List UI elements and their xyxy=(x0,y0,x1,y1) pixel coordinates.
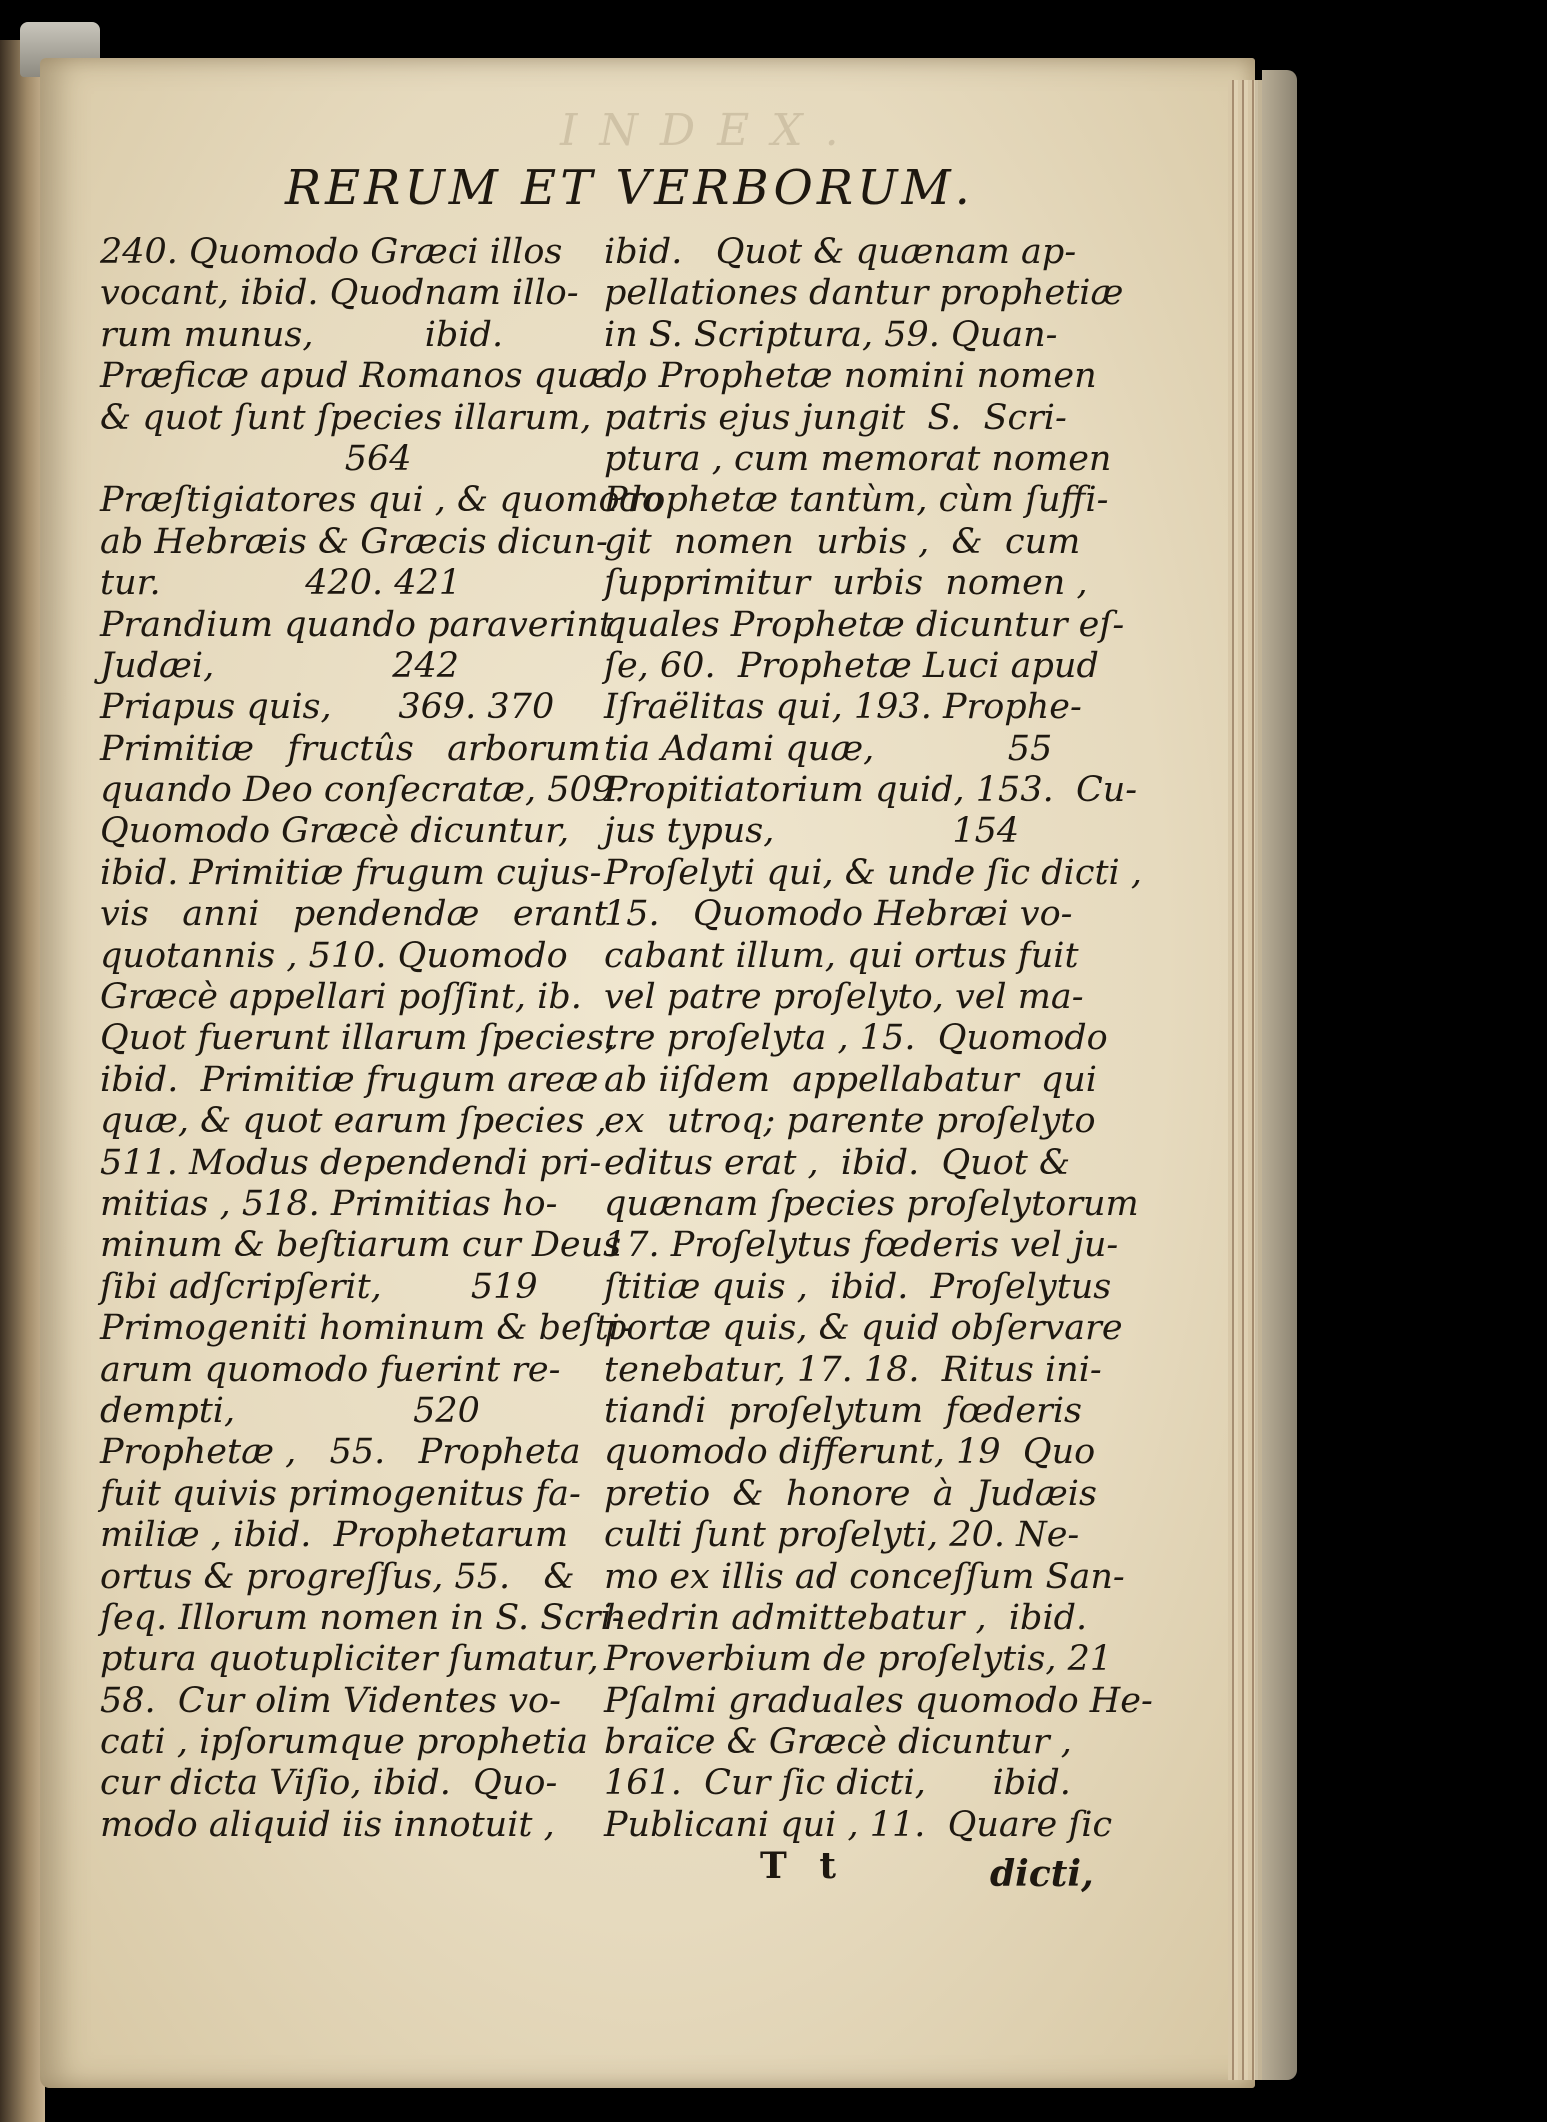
index-line: Prandium quando paraverint xyxy=(100,604,613,645)
index-line: 17. Proſelytus fœderis vel ju- xyxy=(604,1225,1119,1266)
index-line: rum munus, ibid. xyxy=(100,314,504,355)
index-line: editus erat , ibid. Quot & xyxy=(604,1142,1071,1183)
index-line: Priapus quis, 369. 370 xyxy=(100,687,555,728)
index-line: ſeq. Illorum nomen in S. Scri- xyxy=(100,1597,624,1638)
index-line: & quot ſunt ſpecies illarum, xyxy=(100,397,592,438)
index-line: braïce & Græcè dicuntur , xyxy=(604,1722,1072,1763)
index-line: Prophetæ tantùm, cùm ſuffi- xyxy=(604,480,1109,521)
index-line: jus typus, 154 xyxy=(604,811,1020,852)
index-line: quando Deo conſecratæ, 509. xyxy=(100,770,626,811)
index-line: tur. 420. 421 xyxy=(100,563,462,604)
index-line: patris ejus jungit S. Scri- xyxy=(604,397,1067,438)
index-line: Græcè appellari poſſint, ib. xyxy=(100,977,582,1018)
index-line: Iſraëlitas qui, 193. Prophe- xyxy=(604,687,1082,728)
index-line: modo aliquid iis innotuit , xyxy=(100,1804,555,1845)
index-line: miliæ , ibid. Prophetarum xyxy=(100,1515,569,1556)
index-line: fuit quivis primogenitus fa- xyxy=(100,1473,581,1514)
index-line: mitias , 518. Primitias ho- xyxy=(100,1183,558,1224)
index-line: ab iiſdem appellabatur qui xyxy=(604,1059,1097,1100)
index-line: dempti, 520 xyxy=(100,1390,480,1431)
index-line: 161. Cur ſic dicti, ibid. xyxy=(604,1763,1071,1804)
index-line: quotannis , 510. Quomodo xyxy=(100,935,568,976)
index-line: Præficæ apud Romanos quæ , xyxy=(100,356,634,397)
index-line: quales Prophetæ dicuntur eſ- xyxy=(604,604,1125,645)
index-line: ſtitiæ quis , ibid. Proſelytus xyxy=(604,1266,1112,1307)
index-line: 511. Modus dependendi pri- xyxy=(100,1142,602,1183)
index-line: tenebatur, 17. 18. Ritus ini- xyxy=(604,1349,1102,1390)
running-head: RERUM ET VERBORUM. xyxy=(285,160,974,216)
index-line: Publicani qui , 11. Quare ſic xyxy=(604,1804,1113,1845)
index-column-right xyxy=(604,232,1153,1846)
index-line: quænam ſpecies proſelytorum xyxy=(604,1183,1139,1224)
catchword: dicti, xyxy=(990,1853,1094,1895)
index-line: ibid. Quot & quænam ap- xyxy=(604,232,1077,272)
index-line: ſupprimitur urbis nomen , xyxy=(604,563,1088,604)
index-line: tia Adami quæ, 55 xyxy=(604,728,1053,769)
index-line: mo ex illis ad conceſſum San- xyxy=(604,1556,1125,1597)
signature-mark: T t xyxy=(760,1845,846,1887)
index-line: Quot fuerunt illarum ſpecies, xyxy=(100,1018,616,1059)
index-line: Judæi, 242 xyxy=(100,645,460,686)
index-line: ibid. Primitiæ frugum cujus- xyxy=(100,852,602,893)
index-line: Propitiatorium quid, 153. Cu- xyxy=(604,770,1138,811)
index-line: vocant, ibid. Quodnam illo- xyxy=(100,273,579,314)
index-line: vel patre proſelyto, vel ma- xyxy=(604,977,1084,1018)
index-line: Proſelyti qui, & unde ſic dicti , xyxy=(604,852,1142,893)
index-line: 240. Quomodo Græci illos xyxy=(100,232,563,272)
index-line: arum quomodo fuerint re- xyxy=(100,1349,561,1390)
index-line: quomodo differunt, 19 Quo xyxy=(604,1432,1096,1473)
index-line: 58. Cur olim Videntes vo- xyxy=(100,1680,561,1721)
index-line: ibid. Primitiæ frugum areæ xyxy=(100,1059,599,1100)
index-line: Præſtigiatores qui , & quomodo xyxy=(100,480,664,521)
bleed-through-heading: INDEX. xyxy=(560,105,861,156)
index-line: portæ quis, & quid obſervare xyxy=(604,1308,1123,1349)
index-line: Proverbium de proſelytis, 21 xyxy=(604,1639,1113,1680)
index-line: ab Hebræis & Græcis dicun- xyxy=(100,521,608,562)
index-line: Quomodo Græcè dicuntur, xyxy=(100,811,570,852)
index-line: ſe, 60. Prophetæ Luci apud xyxy=(604,645,1099,686)
index-line: in S. Scriptura, 59. Quan- xyxy=(604,314,1058,355)
index-line: Primogeniti hominum & beſti- xyxy=(100,1308,632,1349)
index-line: tiandi proſelytum fœderis xyxy=(604,1390,1082,1431)
index-line: cur dicta Viſio, ibid. Quo- xyxy=(100,1763,558,1804)
index-line: tre proſelyta , 15. Quomodo xyxy=(604,1018,1108,1059)
facing-page-edge xyxy=(0,40,45,2122)
index-line: minum & beſtiarum cur Deus xyxy=(100,1225,622,1266)
index-line: Primitiæ fructûs arborum xyxy=(100,728,601,769)
index-line: cabant illum, qui ortus fuit xyxy=(604,935,1079,976)
index-line: ptura , cum memorat nomen xyxy=(604,438,1112,479)
index-line: culti ſunt proſelyti, 20. Ne- xyxy=(604,1515,1080,1556)
index-line: pretio & honore à Judæis xyxy=(604,1473,1097,1514)
index-line: Pſalmi graduales quomodo He- xyxy=(604,1680,1153,1721)
index-line: Prophetæ , 55. Propheta xyxy=(100,1432,581,1473)
index-line: quæ, & quot earum ſpecies , xyxy=(100,1101,607,1142)
index-line: 564 xyxy=(100,438,412,479)
index-line: cati , ipſorumque prophetia xyxy=(100,1722,588,1763)
index-line: do Prophetæ nomini nomen xyxy=(604,356,1097,397)
vellum-cover xyxy=(1262,70,1297,2080)
index-column-left xyxy=(100,232,664,1846)
index-line: ſibi adſcripſerit, 519 xyxy=(100,1266,538,1307)
index-line: ex utroq; parente proſelyto xyxy=(604,1101,1096,1142)
index-line: git nomen urbis , & cum xyxy=(604,521,1081,562)
index-line: ptura quotupliciter ſumatur, xyxy=(100,1639,599,1680)
index-line: 15. Quomodo Hebræi vo- xyxy=(604,894,1073,935)
index-line: ortus & progreſſus, 55. & xyxy=(100,1556,575,1597)
index-line: hedrin admittebatur , ibid. xyxy=(604,1597,1088,1638)
index-line: vis anni pendendæ erant xyxy=(100,894,608,935)
index-line: pellationes dantur prophetiæ xyxy=(604,273,1124,314)
